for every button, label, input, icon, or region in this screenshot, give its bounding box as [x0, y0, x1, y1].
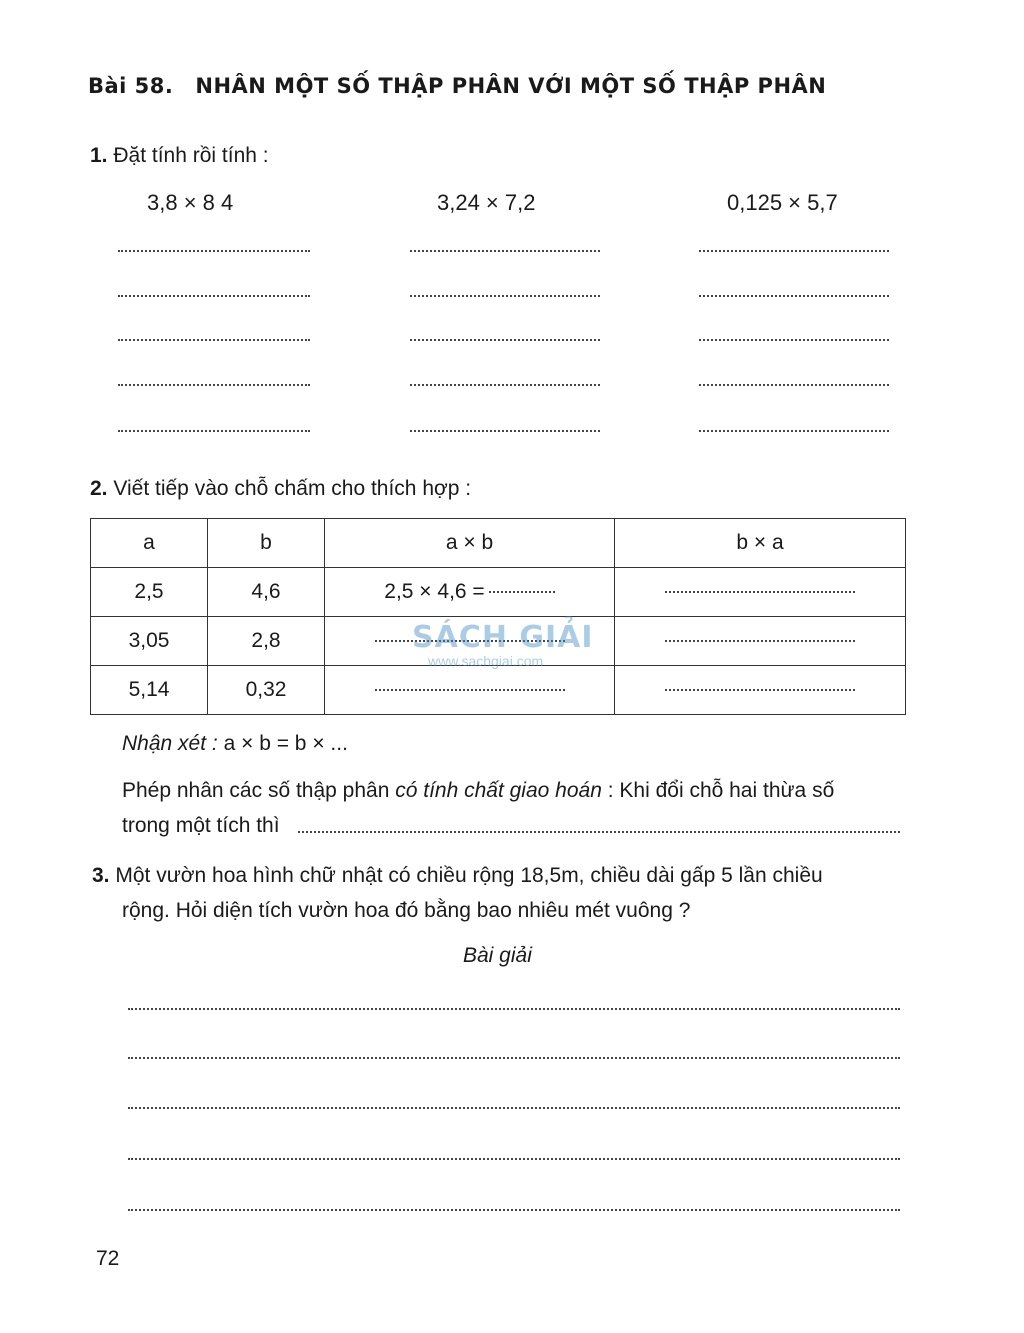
- q1-expression-3: 0,125 × 5,7: [727, 190, 838, 215]
- question-2: [90, 477, 471, 501]
- table-row: [91, 568, 906, 617]
- property-text-end: : Khi đổi chỗ hai thừa số: [601, 779, 835, 802]
- answer-blank[interactable]: [375, 689, 565, 691]
- q1-expression-1: 3,8 × 8 4: [147, 190, 234, 215]
- cell-a-times-b[interactable]: [325, 568, 615, 617]
- question-3-number: 3.: [92, 864, 110, 887]
- property-text-start: Phép nhân các số thập phân: [122, 779, 396, 802]
- answer-line[interactable]: [699, 384, 889, 386]
- answer-line[interactable]: [699, 250, 889, 252]
- answer-line[interactable]: [118, 250, 310, 252]
- question-3-continued: [122, 899, 690, 923]
- answer-line[interactable]: [410, 430, 600, 432]
- answer-blank[interactable]: [375, 640, 565, 642]
- header-b: b: [208, 519, 325, 568]
- answer-line[interactable]: [699, 295, 889, 297]
- solution-title: Bài giải: [463, 944, 532, 967]
- question-2-number: 2.: [90, 477, 108, 500]
- table-row: [91, 617, 906, 666]
- question-2-text: Viết tiếp vào chỗ chấm cho thích hợp :: [113, 477, 472, 500]
- question-3: [92, 864, 823, 888]
- cell-a-times-b[interactable]: [325, 666, 615, 715]
- property-paragraph-line-2: [122, 814, 280, 838]
- answer-blank[interactable]: [665, 591, 855, 593]
- answer-line[interactable]: [699, 430, 889, 432]
- answer-line[interactable]: [128, 1107, 900, 1109]
- header-b-times-a: b × a: [615, 519, 906, 568]
- answer-line[interactable]: [128, 1008, 900, 1010]
- property-text-line-2: trong một tích thì: [122, 814, 280, 837]
- answer-line[interactable]: [410, 295, 600, 297]
- cell-expression: 2,5 × 4,6 =: [384, 580, 485, 603]
- question-3-line-2: rộng. Hỏi diện tích vườn hoa đó bằng bao nhiêu mét vuông ?: [122, 899, 691, 922]
- cell-a-times-b[interactable]: [325, 617, 615, 666]
- cell-a: 2,5: [91, 568, 208, 617]
- remark: [122, 732, 348, 756]
- table-row: [91, 666, 906, 715]
- answer-line[interactable]: [128, 1209, 900, 1211]
- cell-b-times-a[interactable]: [615, 568, 906, 617]
- answer-line[interactable]: [298, 831, 900, 833]
- answer-line[interactable]: [118, 430, 310, 432]
- property-name: có tính chất giao hoán: [395, 779, 602, 802]
- cell-b: 0,32: [208, 666, 325, 715]
- cell-b: 2,8: [208, 617, 325, 666]
- cell-a: 5,14: [91, 666, 208, 715]
- page-number: 72: [96, 1247, 120, 1270]
- commutative-table: [90, 518, 906, 715]
- answer-line[interactable]: [118, 339, 310, 341]
- header-a: a: [91, 519, 208, 568]
- lesson-heading: [88, 74, 826, 98]
- watermark-url: www.sachgiai.com: [428, 653, 544, 669]
- answer-line[interactable]: [118, 384, 310, 386]
- header-a-times-b: a × b: [325, 519, 615, 568]
- question-1-text: Đặt tính rồi tính :: [113, 144, 269, 167]
- property-paragraph-line-1: [122, 779, 834, 803]
- remark-label: Nhận xét :: [122, 732, 218, 755]
- table-header-row: [91, 519, 906, 568]
- cell-b: 4,6: [208, 568, 325, 617]
- answer-line[interactable]: [410, 339, 600, 341]
- question-1-number: 1.: [90, 144, 108, 167]
- lesson-label: Bài 58.: [88, 74, 174, 98]
- cell-b-times-a[interactable]: [615, 666, 906, 715]
- lesson-title: NHÂN MỘT SỐ THẬP PHÂN VỚI MỘT SỐ THẬP PHÂN: [195, 74, 827, 98]
- answer-line[interactable]: [699, 339, 889, 341]
- cell-a: 3,05: [91, 617, 208, 666]
- answer-blank[interactable]: [665, 640, 855, 642]
- question-3-line-1: Một vườn hoa hình chữ nhật có chiều rộng 18,5m, chiều dài gấp 5 lần chiều: [115, 864, 823, 887]
- answer-blank[interactable]: [489, 591, 555, 593]
- answer-blank[interactable]: [665, 689, 855, 691]
- watermark-logo: SÁCH GIẢI: [412, 620, 594, 655]
- cell-b-times-a[interactable]: [615, 617, 906, 666]
- q1-expression-2: 3,24 × 7,2: [437, 190, 536, 215]
- answer-line[interactable]: [118, 295, 310, 297]
- answer-line[interactable]: [410, 384, 600, 386]
- answer-line[interactable]: [410, 250, 600, 252]
- answer-line[interactable]: [128, 1158, 900, 1160]
- remark-text: a × b = b × ...: [223, 732, 348, 755]
- question-1: [90, 144, 269, 168]
- answer-line[interactable]: [128, 1057, 900, 1059]
